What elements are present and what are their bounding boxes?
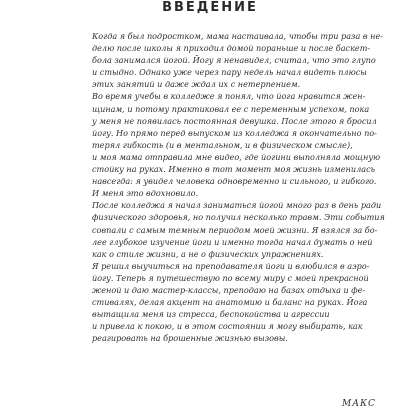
- text-line: Я решил выучиться на преподавателя йоги и влюбился в аэро-: [92, 260, 370, 271]
- text-line: женой и даю мастер-классы, преподаю на базах отдыха и фе-: [92, 284, 366, 295]
- paragraph: [92, 260, 384, 345]
- paragraph: [92, 90, 384, 199]
- author-signature: МАКС: [342, 399, 376, 409]
- text-line: терял гибкость (и в ментальном, и в физическом смысле),: [92, 139, 353, 150]
- text-line: йогу. Теперь я путешествую по всему миру с моей прекрасной: [92, 272, 369, 283]
- text-line: стивалях, делая акцент на анатомию и баланс на руках. Йога: [92, 297, 368, 308]
- text-line: лее глубокое изучение йоги и именно тогда начал думать о ней: [92, 236, 373, 247]
- text-line: Когда я был подростком, мама настаивала, чтобы три раза в не-: [92, 31, 383, 41]
- introduction-text: [92, 30, 384, 344]
- text-line: навсегда: я увидел человека одновременно и сильного, и гибкого.: [92, 176, 377, 187]
- text-line: и стыдно. Однако уже через пару недель начал видеть плюсы: [92, 67, 367, 78]
- chapter-heading: ВВЕДЕНИЕ: [162, 0, 258, 15]
- paragraph: [92, 199, 384, 259]
- text-line: вытащила меня из стресса, беспокойства и агрессии: [92, 309, 330, 320]
- text-line: этих занятий и даже ждал их с нетерпением.: [92, 79, 301, 90]
- text-line: Во время учебы в колледже я понял, что йога нравится жен-: [92, 91, 366, 102]
- text-line: реагировать на брошенные жизнью вызовы.: [92, 333, 288, 344]
- text-line: совпали с самым темным периодом моей жизни. Я взялся за бо-: [92, 224, 378, 235]
- text-line: И меня это вдохновило.: [92, 188, 199, 199]
- text-line: стойку на руках. Именно в тот момент моя жизнь изменилась: [92, 164, 376, 175]
- text-line: бола занимался йогой. Йогу я ненавидел, считал, что это глупо: [92, 55, 376, 66]
- text-line: делю после школы я приходил домой пораньше и после баскет-: [92, 43, 371, 54]
- text-line: как о стиле жизни, а не о физических упражнениях.: [92, 248, 324, 259]
- text-line: щинам, и потому практиковал ее с переменным успехом, пока: [92, 103, 370, 114]
- text-line: йогу. Но прямо перед выпуском из колледжа я окончательно по-: [92, 127, 377, 138]
- text-line: у меня не появилась постоянная девушка. После этого я бросил: [92, 115, 377, 126]
- paragraph: [92, 30, 384, 90]
- text-line: и привела к покою, и в этом состоянии я могу выбирать, как: [92, 321, 363, 332]
- text-line: После колледжа я начал заниматься йогой много раз в день ради: [92, 200, 382, 211]
- text-line: и моя мама отправила мне видео, где йогини выполняла мощную: [92, 151, 381, 162]
- text-line: физического здоровья, но получил несколько травм. Эти события: [92, 212, 385, 223]
